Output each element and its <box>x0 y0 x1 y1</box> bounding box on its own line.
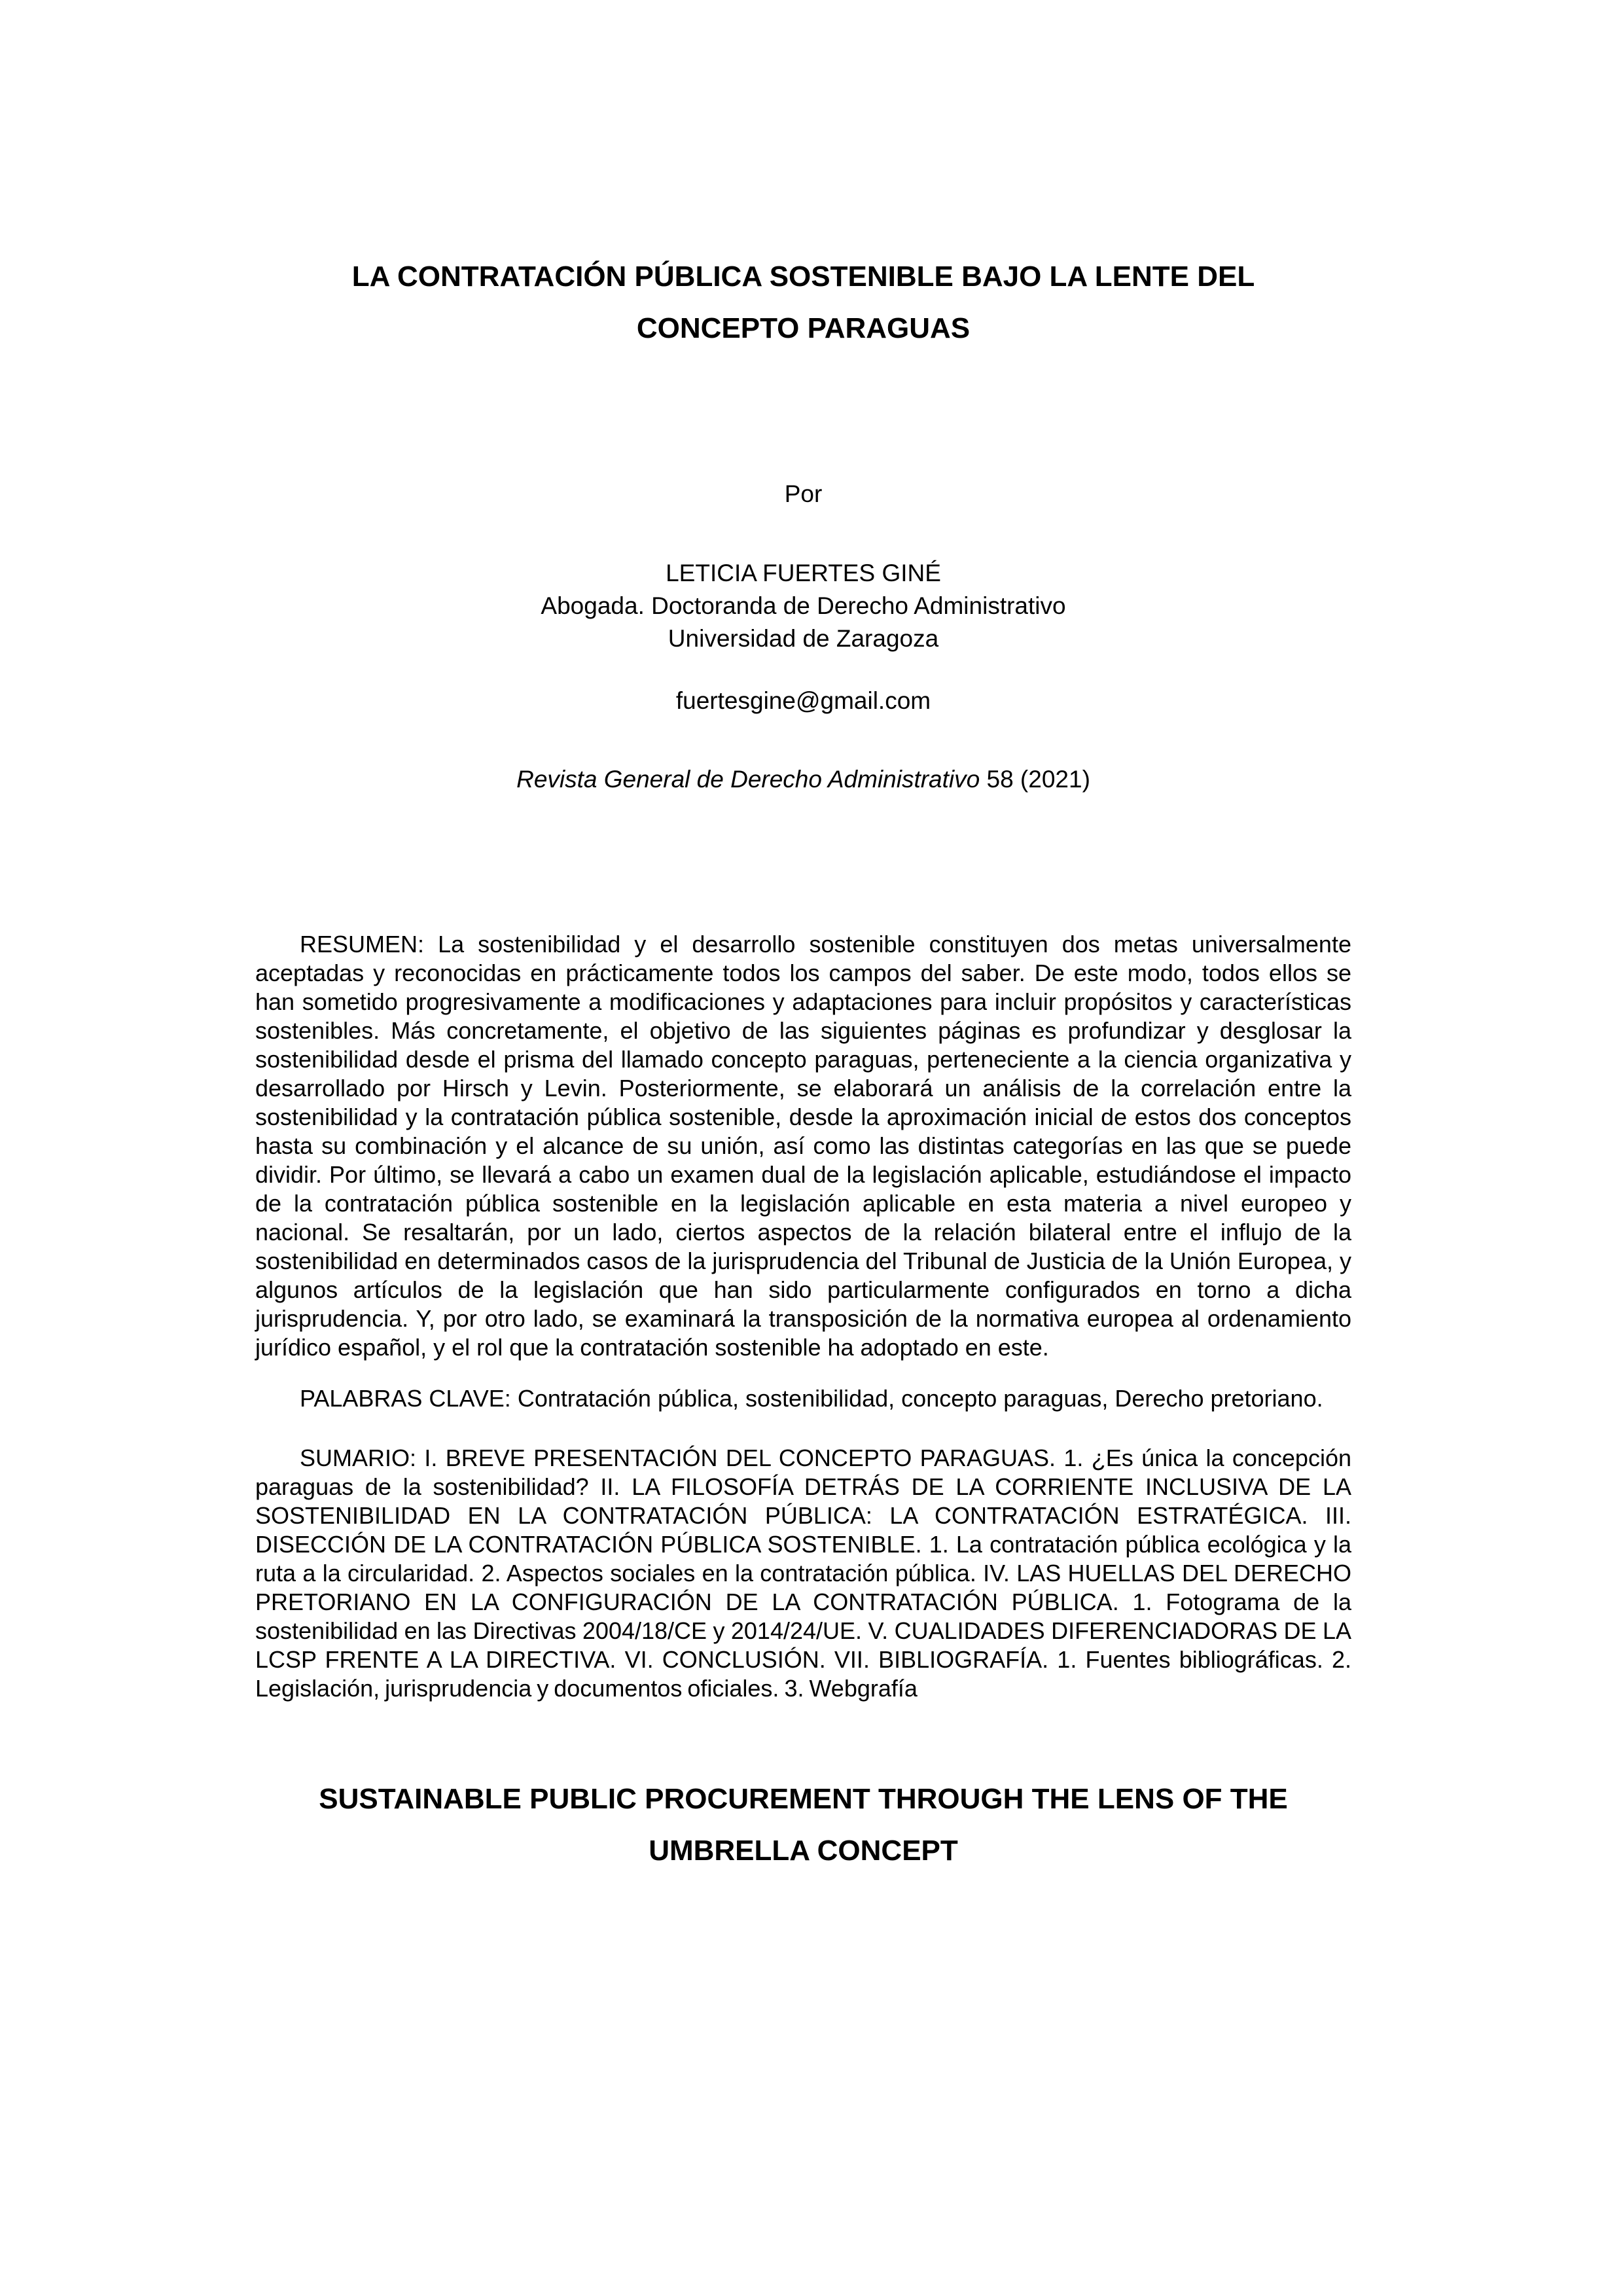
author-affiliation: Universidad de Zaragoza <box>668 625 939 652</box>
abstract-paragraph <box>255 930 1351 1362</box>
keywords-paragraph <box>255 1384 1351 1413</box>
journal-name: Revista General de Derecho Administrativo <box>516 766 980 793</box>
title-english-line-2: UMBRELLA CONCEPT <box>649 1835 958 1867</box>
sumario-text: I. BREVE PRESENTACIÓN DEL CONCEPTO PARAGUAS. 1. ¿Es única la concepción paraguas de la sostenibilidad? II. LA FILOSOFÍA DETRÁS DE LA CORRIENTE INCLUSIVA DE LA SOSTENIBILIDAD EN LA CONTRATACIÓN PÚBLICA: LA CONTRATACIÓN ESTRATÉGICA. III. DISECCIÓN DE LA CONTRATACIÓN PÚBLICA SOSTENIBLE. 1. La contratación pública ecológica y la ruta a la circularidad. 2. Aspectos sociales en la contratación pública. IV. LAS HUELLAS DEL DERECHO PRETORIANO EN LA CONFIGURACIÓN DE LA CONTRATACIÓN PÚBLICA. 1. Fotograma de la sostenibilidad en las Directivas 2004/18/CE y 2014/24/UE. V. CUALIDADES DIFERENCIADORAS DE LA LCSP FRENTE A LA DIRECTIVA. VI. CONCLUSIÓN. VII. BIBLIOGRAFÍA. 1. Fuentes bibliográficas. 2. Legislación, jurisprudencia y documentos oficiales. 3. Webgrafía <box>255 1444 1351 1702</box>
abstract-text: La sostenibilidad y el desarrollo sostenible constituyen dos metas universalmente aceptadas y reconocidas en prácticamente todos los campos del saber. De este modo, todos ellos se han sometido progresivamente a modificaciones y adaptaciones para incluir propósitos y características sostenibles. Más concretamente, el objetivo de las siguientes páginas es profundizar y desglosar la sostenibilidad desde el prisma del llamado concepto paraguas, perteneciente a la ciencia organizativa y desarrollado por Hirsch y Levin. Posteriormente, se elaborará un análisis de la correlación entre la sostenibilidad y la contratación pública sostenible, desde la aproximación inicial de estos dos conceptos hasta su combinación y el alcance de su unión, así como las distintas categorías en las que se puede dividir. Por último, se llevará a cabo un examen dual de la legislación aplicable, estudiándose el impacto de la contratación pública sostenible en la legislación aplicable en esta materia a nivel europeo y nacional. Se resaltarán, por un lado, ciertos aspectos de la relación bilateral entre el influjo de la sostenibilidad en determinados casos de la jurisprudencia del Tribunal de Justicia de la Unión Europea, y algunos artículos de la legislación que han sido particularmente configurados en torno a dicha jurisprudencia. Y, por otro lado, se examinará la transposición de la normativa europea al ordenamiento jurídico español, y el rol que la contratación sostenible ha adoptado en este. <box>255 931 1352 1361</box>
sumario-paragraph <box>255 1444 1351 1703</box>
journal-issue: 58 (2021) <box>986 766 1090 793</box>
author-email: fuertesgine@gmail.com <box>675 687 931 714</box>
sumario-label: SUMARIO: <box>300 1444 417 1471</box>
title-spanish-line-2: CONCEPTO PARAGUAS <box>636 312 971 344</box>
author-role: Abogada. Doctoranda de Derecho Administrativo <box>541 592 1066 619</box>
author-name: LETICIA FUERTES GINÉ <box>666 560 941 586</box>
author-block <box>255 557 1351 655</box>
title-spanish <box>255 251 1351 354</box>
title-english <box>255 1773 1351 1876</box>
title-spanish-line-1: LA CONTRATACIÓN PÚBLICA SOSTENIBLE BAJO LA LENTE DEL <box>351 260 1255 293</box>
keywords-label: PALABRAS CLAVE: <box>300 1385 511 1412</box>
journal-citation <box>255 763 1351 796</box>
title-english-line-1: SUSTAINABLE PUBLIC PROCUREMENT THROUGH THE LENS OF THE <box>319 1783 1288 1815</box>
abstract-label: RESUMEN: <box>300 931 425 958</box>
byline-label: Por <box>784 480 823 507</box>
keywords-text: Contratación pública, sostenibilidad, concepto paraguas, Derecho pretoriano. <box>517 1385 1323 1412</box>
page-content <box>255 251 1351 1876</box>
